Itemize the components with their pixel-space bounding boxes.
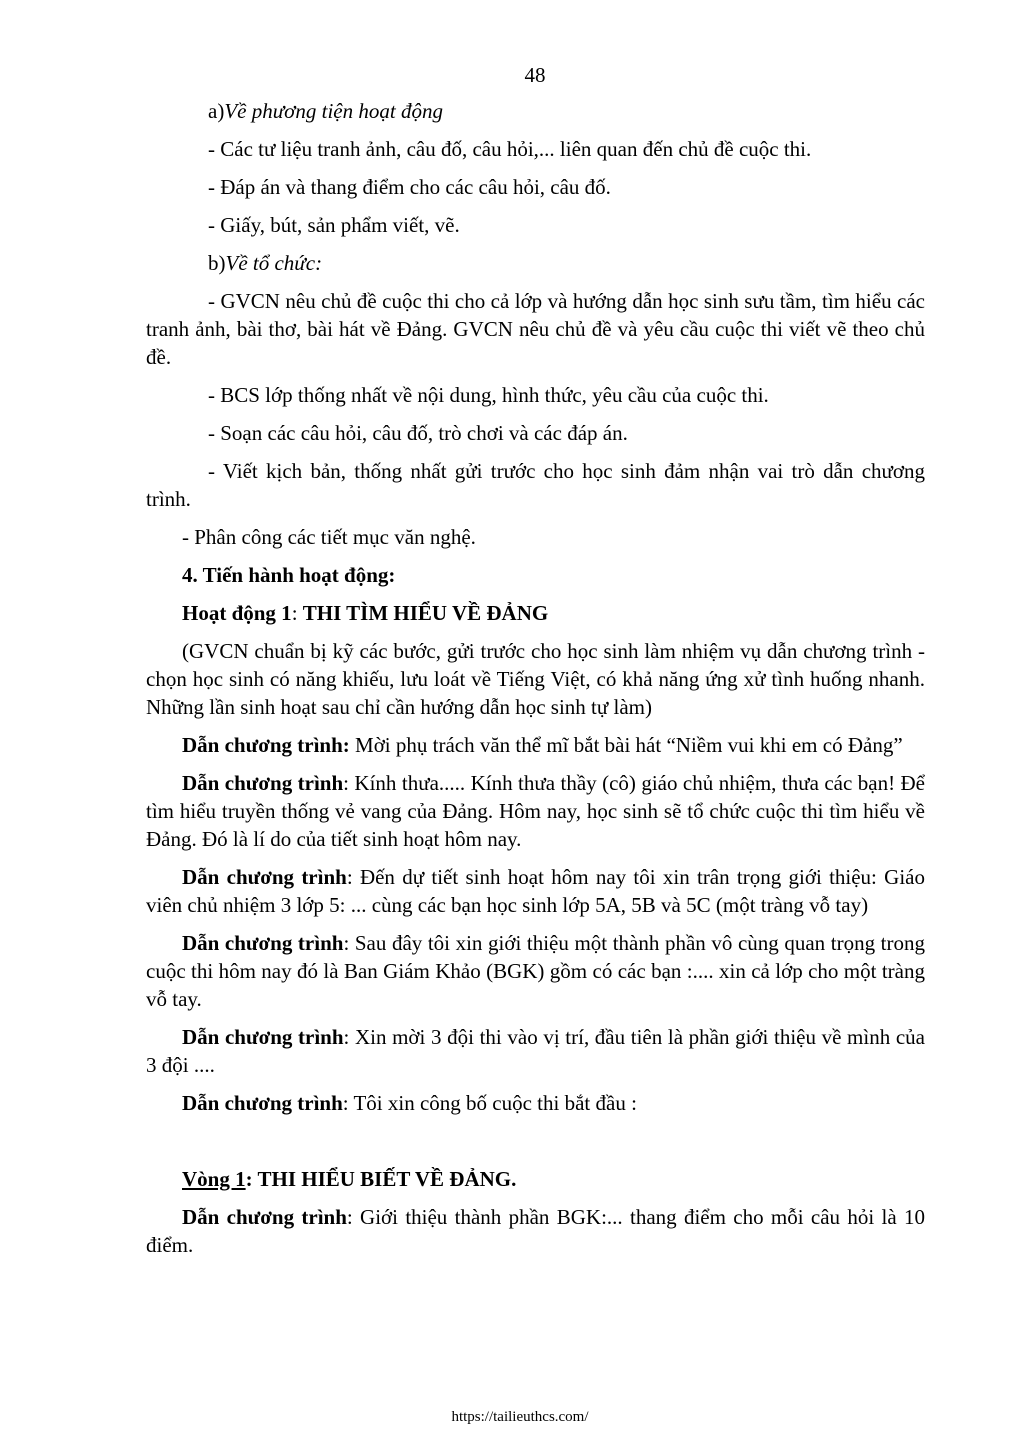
mc-paragraph xyxy=(146,1023,925,1079)
mc-label: Dẫn chương trình xyxy=(182,1091,343,1115)
heading-b xyxy=(146,249,925,277)
mc-paragraph xyxy=(146,863,925,919)
mc-label: Dẫn chương trình xyxy=(182,1205,347,1229)
mc-text: : Sau đây tôi xin giới thiệu một thành phần vô cùng quan trọng trong cuộc thi hôm nay đó là Ban Giám Khảo (BGK) gồm có các bạn :.... xin cả lớp cho một tràng vỗ tay. xyxy=(146,931,925,1011)
list-item: - Soạn các câu hỏi, câu đố, trò chơi và các đáp án. xyxy=(208,421,628,445)
heading-b-prefix: b) xyxy=(208,251,226,275)
list-item: - Phân công các tiết mục văn nghệ. xyxy=(182,525,476,549)
mc-label: Dẫn chương trình xyxy=(182,771,344,795)
list-item: - Các tư liệu tranh ảnh, câu đố, câu hỏi,... liên quan đến chủ đề cuộc thi. xyxy=(208,137,812,161)
list-item: - BCS lớp thống nhất về nội dung, hình thức, yêu cầu của cuộc thi. xyxy=(208,383,769,407)
mc-text: : Tôi xin công bố cuộc thi bắt đầu : xyxy=(342,1091,637,1115)
list-item: - Đáp án và thang điểm cho các câu hỏi, câu đố. xyxy=(208,175,611,199)
round-1-heading xyxy=(146,1165,925,1193)
mc-text: : Giới thiệu thành phần BGK:... thang điểm cho mỗi câu hỏi là 10 điểm. xyxy=(146,1205,925,1257)
round-1-label: Vòng 1 xyxy=(182,1167,246,1191)
list-item: - Viết kịch bản, thống nhất gửi trước cho học sinh đảm nhận vai trò dẫn chương trình. xyxy=(146,459,925,511)
mc-label: Dẫn chương trình: xyxy=(182,733,350,757)
list-item: - Giấy, bút, sản phẩm viết, vẽ. xyxy=(208,213,460,237)
section-4-heading: 4. Tiến hành hoạt động: xyxy=(182,563,396,587)
list-item: - GVCN nêu chủ đề cuộc thi cho cả lớp và hướng dẫn học sinh sưu tầm, tìm hiểu các tranh ảnh, bài thơ, bài hát về Đảng. GVCN nêu chủ đề và yêu cầu cuộc thi viết vẽ theo chủ đề. xyxy=(146,289,925,369)
heading-a-title: Về phương tiện hoạt động xyxy=(224,99,443,123)
mc-paragraph xyxy=(146,929,925,1013)
mc-paragraph xyxy=(146,1089,925,1117)
mc-text: : Xin mời 3 đội thi vào vị trí, đầu tiên là phần giới thiệu về mình của 3 đội .... xyxy=(146,1025,925,1077)
mc-paragraph xyxy=(146,1203,925,1259)
mc-label: Dẫn chương trình xyxy=(182,1025,344,1049)
teacher-note: (GVCN chuẩn bị kỹ các bước, gửi trước cho học sinh làm nhiệm vụ dẫn chương trình - chọn học sinh có năng khiếu, lưu loát về Tiếng Việt, có khả năng ứng xử tình huống nhanh. Những lần sinh hoạt sau chỉ cần hướng dẫn học sinh tự làm) xyxy=(146,639,925,719)
mc-text: Mời phụ trách văn thể mĩ bắt bài hát “Niềm vui khi em có Đảng” xyxy=(349,733,903,757)
heading-a-prefix: a) xyxy=(208,99,225,123)
heading-a xyxy=(146,97,925,125)
activity-1-title: THI TÌM HIỂU VỀ ĐẢNG xyxy=(302,601,549,625)
mc-paragraph xyxy=(146,769,925,853)
mc-paragraph xyxy=(146,731,925,759)
heading-b-title: Về tổ chức: xyxy=(225,251,323,275)
round-1-title: : THI HIỂU BIẾT VỀ ĐẢNG. xyxy=(245,1167,517,1191)
activity-1-heading xyxy=(146,599,925,627)
document-body xyxy=(146,97,925,1269)
mc-label: Dẫn chương trình xyxy=(182,931,344,955)
activity-1-separator: : xyxy=(291,601,303,625)
activity-1-label: Hoạt động 1 xyxy=(182,601,292,625)
mc-text: : Kính thưa..... Kính thưa thầy (cô) giáo chủ nhiệm, thưa các bạn! Để tìm hiểu truyền thống vẻ vang của Đảng. Hôm nay, học sinh sẽ tổ chức cuộc thi tìm hiểu về Đảng. Đó là lí do của tiết sinh hoạt hôm nay. xyxy=(146,771,925,851)
mc-text: : Đến dự tiết sinh hoạt hôm nay tôi xin trân trọng giới thiệu: Giáo viên chủ nhiệm 3 lớp 5: ... cùng các bạn học sinh lớp 5A, 5B và 5C (một tràng vỗ tay) xyxy=(146,865,925,917)
mc-label: Dẫn chương trình xyxy=(182,865,347,889)
footer-url: https://tailieuthcs.com/ xyxy=(451,1409,589,1425)
page-number: 48 xyxy=(524,63,546,87)
spacer xyxy=(146,1127,925,1165)
